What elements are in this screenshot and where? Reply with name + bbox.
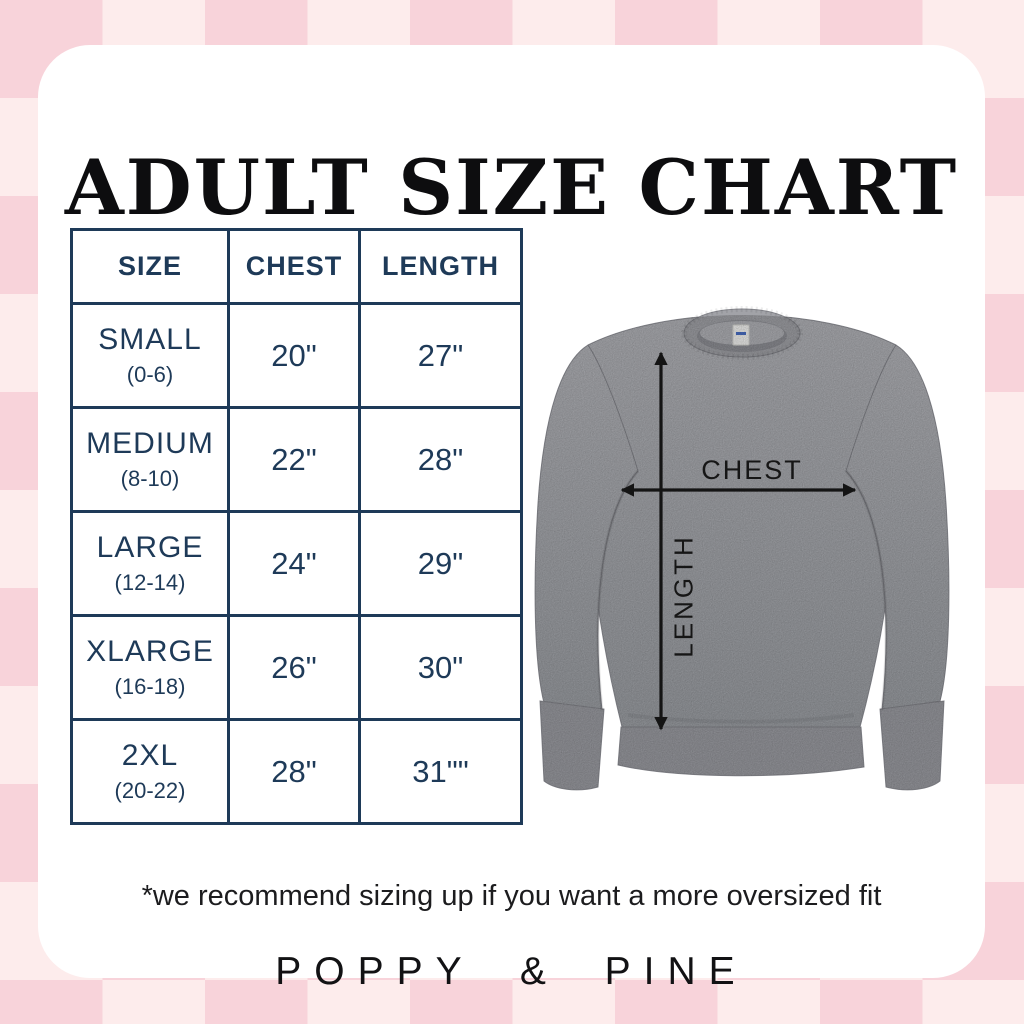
- table-row: [72, 720, 522, 824]
- chest-label: CHEST: [701, 455, 803, 485]
- length-value: 31"": [360, 720, 522, 824]
- size-range: (12-14): [114, 570, 186, 595]
- size-range: (8-10): [120, 466, 180, 491]
- chest-value: 24": [229, 512, 360, 616]
- sizing-note: *we recommend sizing up if you want a more oversized fit: [141, 880, 882, 912]
- column-header-size: SIZE: [72, 230, 229, 304]
- size-cell: [72, 304, 229, 408]
- length-value: 27": [360, 304, 522, 408]
- sweatshirt-diagram: [528, 303, 958, 798]
- chest-value: 20": [229, 304, 360, 408]
- table-row: [72, 304, 522, 408]
- length-value: 29": [360, 512, 522, 616]
- size-name: LARGE: [96, 531, 204, 564]
- size-range: (0-6): [126, 362, 174, 387]
- column-header-chest: CHEST: [229, 230, 360, 304]
- size-range: (20-22): [114, 778, 186, 803]
- size-cell: [72, 512, 229, 616]
- chest-value: 22": [229, 408, 360, 512]
- sweatshirt-illustration: [528, 303, 958, 798]
- size-cell: [72, 720, 229, 824]
- size-name: XLARGE: [86, 635, 214, 668]
- size-range: (16-18): [114, 674, 186, 699]
- table-row: [72, 512, 522, 616]
- heather-texture: [528, 303, 958, 798]
- table-row: [72, 616, 522, 720]
- size-name: MEDIUM: [86, 427, 214, 460]
- size-cell: [72, 616, 229, 720]
- chest-value: 28": [229, 720, 360, 824]
- page-title: ADULT SIZE CHART: [64, 142, 959, 232]
- chest-value: 26": [229, 616, 360, 720]
- length-value: 28": [360, 408, 522, 512]
- length-value: 30": [360, 616, 522, 720]
- size-chart-card: [38, 45, 985, 993]
- table-header-row: [72, 230, 522, 304]
- size-cell: [72, 408, 229, 512]
- size-name: 2XL: [121, 739, 179, 772]
- size-name: SMALL: [98, 323, 202, 356]
- length-label: LENGTH: [668, 534, 699, 658]
- column-header-length: LENGTH: [360, 230, 522, 304]
- brand-logo: POPPY & PINE: [275, 950, 748, 993]
- size-table: [70, 228, 523, 825]
- table-row: [72, 408, 522, 512]
